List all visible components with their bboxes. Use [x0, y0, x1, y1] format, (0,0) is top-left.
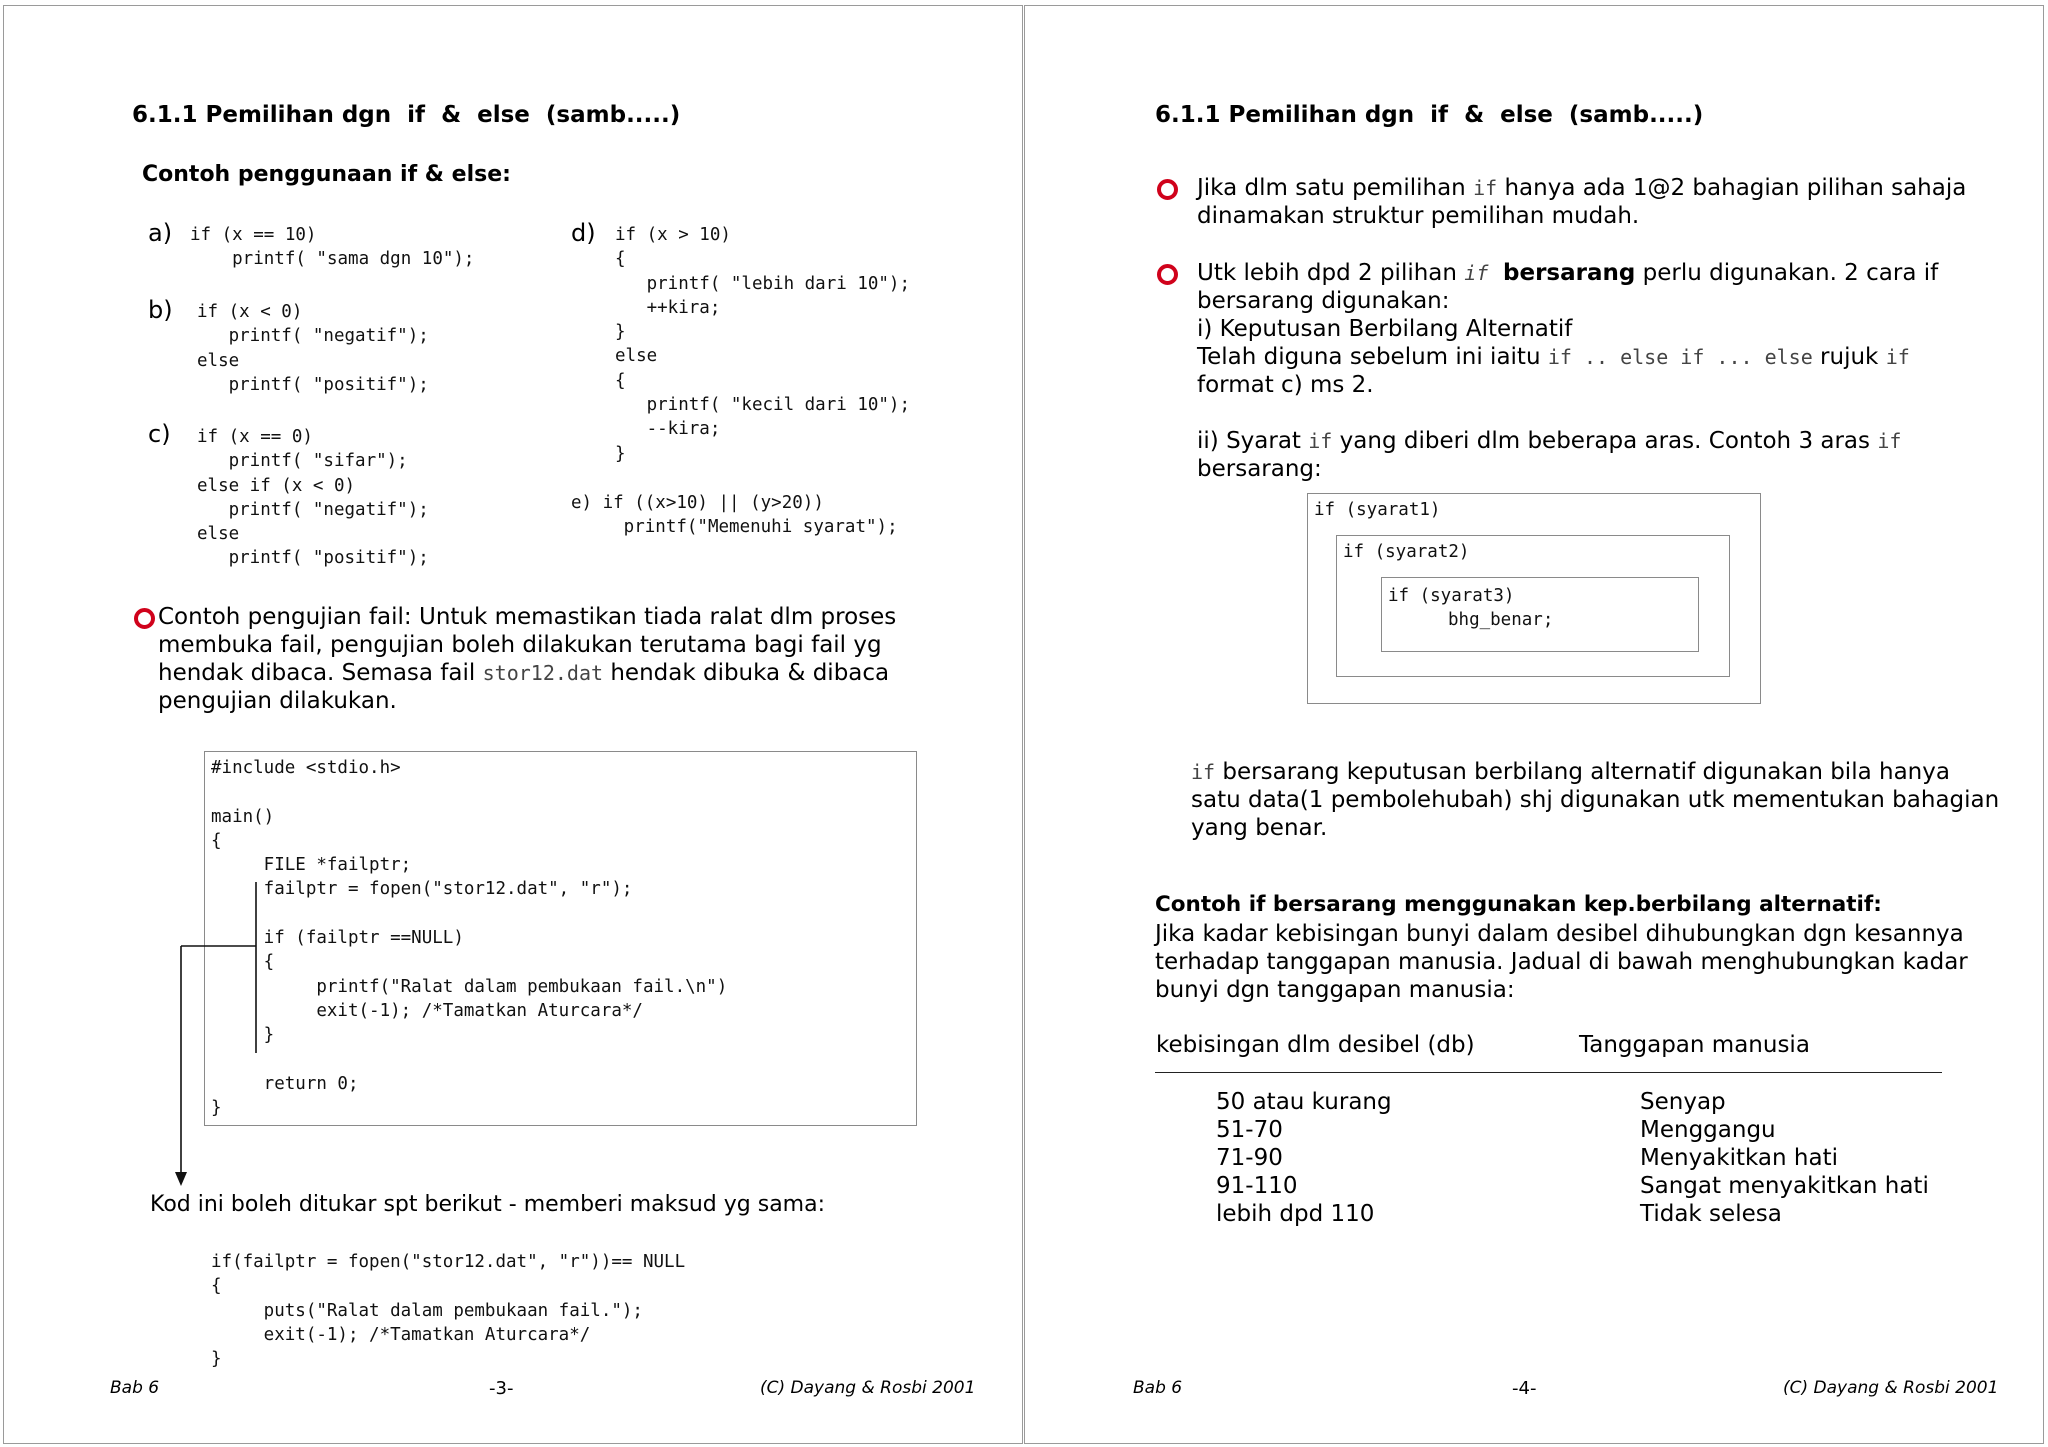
nested-box-level1 [1307, 493, 1761, 704]
bullet2-ii-3: bersarang: [1197, 456, 1322, 482]
left-title: 6.1.1 Pemilihan dgn if & else (samb.....) [132, 102, 681, 128]
arrow-caption: Kod ini boleh ditukar spt berikut - memberi maksud yg sama: [150, 1192, 826, 1217]
table-row-db: 71-90 [1216, 1145, 1283, 1171]
bullet2-text-1: Utk lebih dpd 2 pilihan [1197, 260, 1465, 286]
example-e-code: e) if ((x>10) || (y>20)) printf("Memenuhi syarat"); [571, 493, 898, 538]
right-footer-chapter: Bab 6 [1133, 1378, 1183, 1398]
nested-box-level3 [1381, 577, 1699, 652]
table-divider [1155, 1072, 1942, 1073]
bullet2-ii-code: if [1308, 429, 1333, 453]
right-page [1024, 5, 2044, 1444]
nested-l1: if (syarat1) [1314, 500, 1441, 520]
left-footer-copyright: (C) Dayang & Rosbi 2001 [760, 1378, 976, 1398]
simple-selection-paragraph [1197, 174, 1987, 230]
nested-l3: if (syarat3) [1388, 586, 1515, 606]
table-row-response: Sangat menyakitkan hati [1640, 1173, 1929, 1199]
program-code: #include <stdio.h> main() { FILE *failptr; failptr = fopen("stor12.dat", "r"); if (failptr ==NULL) { printf("Ralat dalam pembukaan fail.\n") exit(-1); /*Tamatkan Aturcara*/ } return 0; } [211, 758, 728, 1119]
bullet2-ii-2: yang diberi dlm beberapa aras. Contoh 3 aras [1332, 428, 1878, 454]
example-c-code: if (x == 0) printf( "sifar"); else if (x < 0) printf( "negatif"); else printf( "positif"); [197, 427, 429, 569]
nested-l2: if (syarat2) [1343, 542, 1470, 562]
table-row-db: 50 atau kurang [1216, 1089, 1392, 1115]
table-row-db: 51-70 [1216, 1117, 1283, 1143]
bullet2-code: if [1464, 261, 1489, 285]
table-row-response: Senyap [1640, 1089, 1726, 1115]
bullet2-lines [1197, 259, 1987, 315]
left-footer-page: -3- [489, 1378, 514, 1399]
table-row-response: Tidak selesa [1640, 1201, 1782, 1227]
file-test-text-2: hendak dibuka & dibaca pengujian dilakukan. [158, 660, 890, 714]
right-title: 6.1.1 Pemilihan dgn if & else (samb.....) [1155, 102, 1704, 128]
nested-if-note [1191, 758, 2001, 842]
redirect-arrow [4, 6, 1022, 1443]
bullet1-text-2: hanya ada 1@2 bahagian pilihan sahaja dinamakan struktur pemilihan mudah. [1197, 175, 1967, 229]
right-footer-copyright: (C) Dayang & Rosbi 2001 [1783, 1378, 1999, 1398]
bullet2-line-i: i) Keputusan Berbilang Alternatif [1197, 316, 1573, 342]
example-b-label: b) [148, 296, 173, 324]
example-d-label: d) [571, 219, 596, 247]
note-code: if [1191, 760, 1216, 784]
bullet2-ii-1: ii) Syarat [1197, 428, 1309, 454]
bullet2-code2: if .. else if ... else [1547, 345, 1813, 369]
bullet2-line-t [1197, 343, 1987, 399]
nested-l4: bhg_benar; [1448, 610, 1554, 630]
file-test-text-1: Contoh pengujian fail: Untuk memastikan tiada ralat dlm proses membuka fail, pengujian boleh dilakukan terutama bagi fail yg hendak dibaca. Semasa fail [158, 604, 897, 686]
example-heading: Contoh if bersarang menggunakan kep.berbilang alternatif: [1155, 892, 1882, 917]
table-row-db: lebih dpd 110 [1216, 1201, 1375, 1227]
example-text: Jika kadar kebisingan bunyi dalam desibel dihubungkan dgn kesannya terhadap tanggapan manusia. Jadual di bawah menghubungkan kadar bunyi dgn tanggapan manusia: [1155, 921, 1968, 1003]
example-b-code: if (x < 0) printf( "negatif"); else printf( "positif"); [197, 302, 429, 395]
bullet2-text-2: perlu digunakan. 2 cara if bersarang digunakan: [1197, 260, 1939, 314]
nested-if-paragraph [1197, 259, 1987, 483]
bullet2-ii-code2: if [1877, 429, 1902, 453]
bullet-ring-icon [1157, 179, 1178, 200]
table-row-response: Menyakitkan hati [1640, 1145, 1838, 1171]
file-name-code: stor12.dat [482, 661, 604, 685]
bullet2-t2: rujuk [1812, 344, 1886, 370]
left-footer-chapter: Bab 6 [110, 1378, 160, 1398]
example-d-code: if (x > 10) { printf( "lebih dari 10"); ++kira; } else { printf( "kecil dari 10"); --kira; } [615, 225, 911, 464]
table-header-response: Tanggapan manusia [1579, 1032, 1810, 1058]
bullet2-line-ii [1197, 427, 1987, 483]
bullet2-code3: if [1885, 345, 1910, 369]
bullet2-t1: Telah diguna sebelum ini iaitu [1197, 344, 1548, 370]
bullet2-t3: format c) ms 2. [1197, 372, 1374, 398]
table-row-db: 91-110 [1216, 1173, 1298, 1199]
bullet1-text-1: Jika dlm satu pemilihan [1197, 175, 1474, 201]
example-a-code: if (x == 10) printf( "sama dgn 10"); [190, 225, 475, 270]
example-a-label: a) [148, 219, 173, 247]
left-page [3, 5, 1023, 1444]
bullet-ring-icon [1157, 264, 1178, 285]
alternative-code: if(failptr = fopen("stor12.dat", "r"))== NULL { puts("Ralat dalam pembukaan fail."); exit(-1); /*Tamatkan Aturcara*/ } [211, 1252, 686, 1370]
table-row-response: Menggangu [1640, 1117, 1776, 1143]
nested-box-level2 [1336, 535, 1730, 677]
left-subtitle: Contoh penggunaan if & else: [142, 162, 511, 187]
bullet1-code: if [1473, 176, 1498, 200]
bullet2-bold: bersarang [1503, 260, 1636, 286]
example-c-label: c) [148, 420, 171, 448]
table-header-db: kebisingan dlm desibel (db) [1156, 1032, 1475, 1058]
note-text: bersarang keputusan berbilang alternatif digunakan bila hanya satu data(1 pembolehubah) shj digunakan utk mementukan bahagian yang benar. [1191, 759, 2000, 841]
right-footer-page: -4- [1512, 1378, 1537, 1399]
